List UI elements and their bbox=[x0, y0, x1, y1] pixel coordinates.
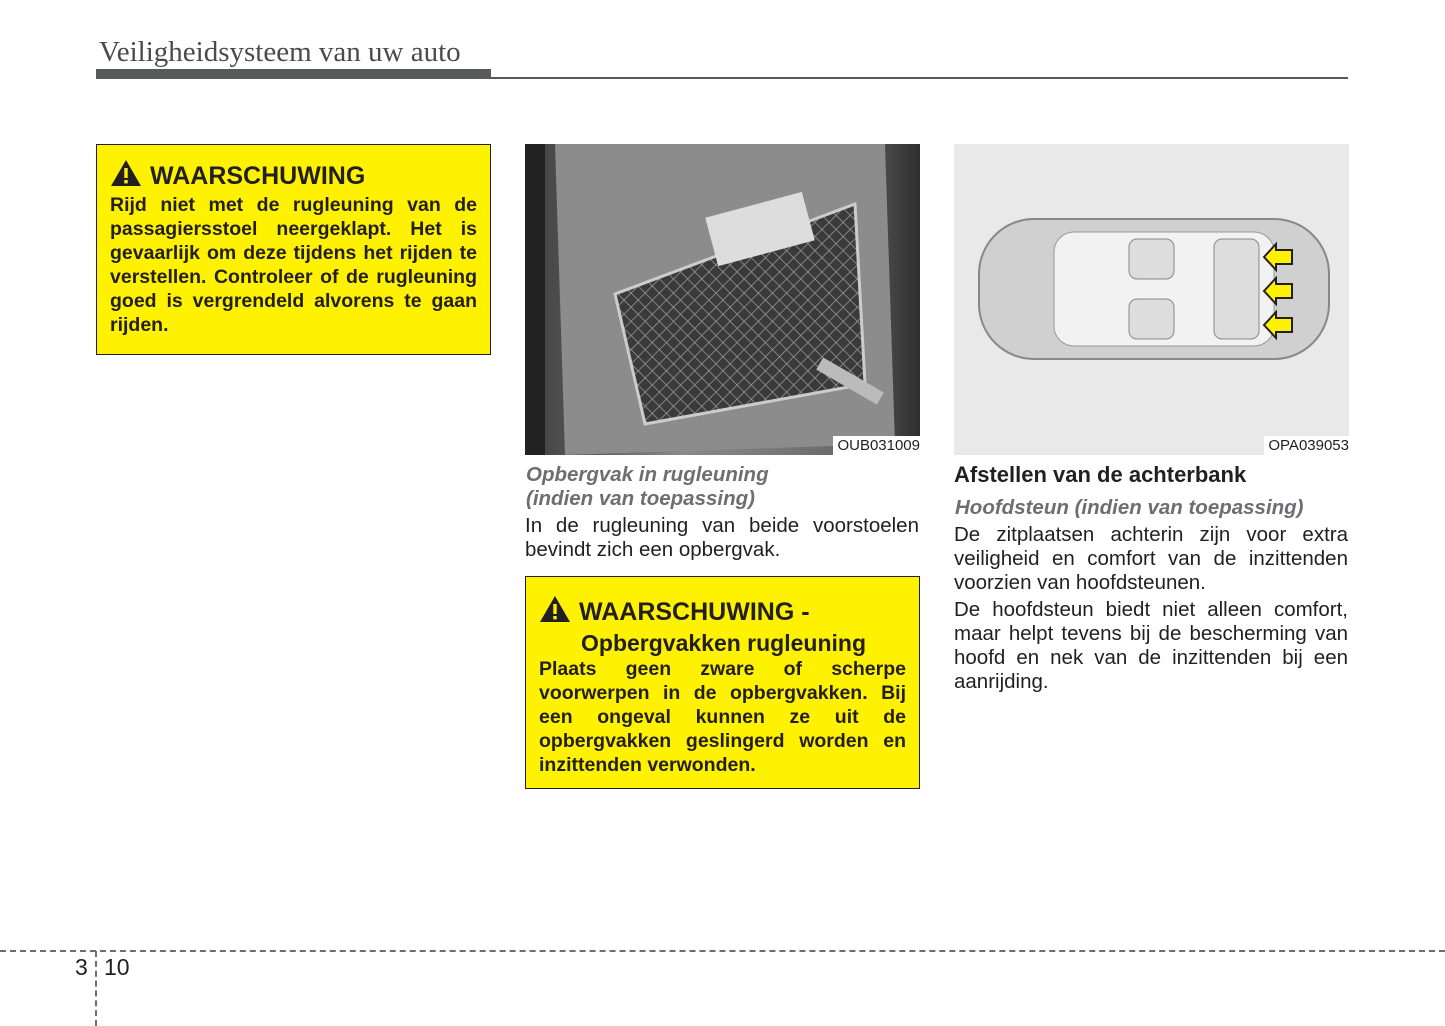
header-bar bbox=[96, 69, 491, 79]
footer-rule bbox=[0, 950, 1445, 952]
warning-triangle-icon bbox=[110, 159, 142, 193]
warning-triangle-icon bbox=[539, 595, 571, 629]
section-body: In de rugleuning van beide voorstoelen bevindt zich een opbergvak. bbox=[525, 514, 919, 561]
warning-body: Plaats geen zware of scherpe voorwerpen in de opbergvakken. Bij een ongeval kunnen ze uit de opbergvakken geslingerd worden en inzittenden verwonden. bbox=[539, 658, 906, 776]
footer-divider bbox=[95, 951, 97, 1026]
header-rule bbox=[491, 77, 1348, 79]
chapter-number: 3 bbox=[75, 954, 88, 980]
page-header-title: Veiligheidsysteem van uw auto bbox=[99, 36, 461, 68]
warning-title: WAARSCHUWING - bbox=[579, 598, 810, 626]
figure-code: OPA039053 bbox=[1264, 436, 1349, 455]
figure-code: OUB031009 bbox=[833, 436, 920, 455]
rear-headrest-diagram bbox=[954, 144, 1349, 455]
warning-subtitle: Opbergvakken rugleuning bbox=[581, 630, 866, 656]
section-subheading: Hoofdsteun (indien van toepassing) bbox=[955, 496, 1304, 519]
warning-body: Rijd niet met de rugleuning van de passagiersstoel neergeklapt. Het is gevaarlijk om deze tijdens het rijden te verstellen. Controleer of de rugleuning goed is vergrendeld alvorens te gaan rijden. bbox=[110, 194, 477, 336]
warning-title: WAARSCHUWING bbox=[150, 162, 366, 190]
section-paragraph: De hoofdsteun biedt niet alleen comfort, maar helpt tevens bij de bescherming van hoofd en nek van de inzittenden bij een aanrijding. bbox=[954, 598, 1348, 693]
caption-line: (indien van toepassing) bbox=[526, 487, 755, 510]
section-caption bbox=[526, 463, 769, 511]
seatback-pocket-image bbox=[525, 144, 920, 455]
warning-box-pockets bbox=[525, 576, 920, 789]
section-heading: Afstellen van de achterbank bbox=[954, 462, 1247, 487]
caption-line: Opbergvak in rugleuning bbox=[526, 463, 769, 486]
section-paragraph: De zitplaatsen achterin zijn voor extra veiligheid en comfort van de inzittenden voorzien van hoofdsteunen. bbox=[954, 523, 1348, 594]
page-number: 10 bbox=[104, 954, 130, 980]
warning-box-seatback bbox=[96, 144, 491, 355]
